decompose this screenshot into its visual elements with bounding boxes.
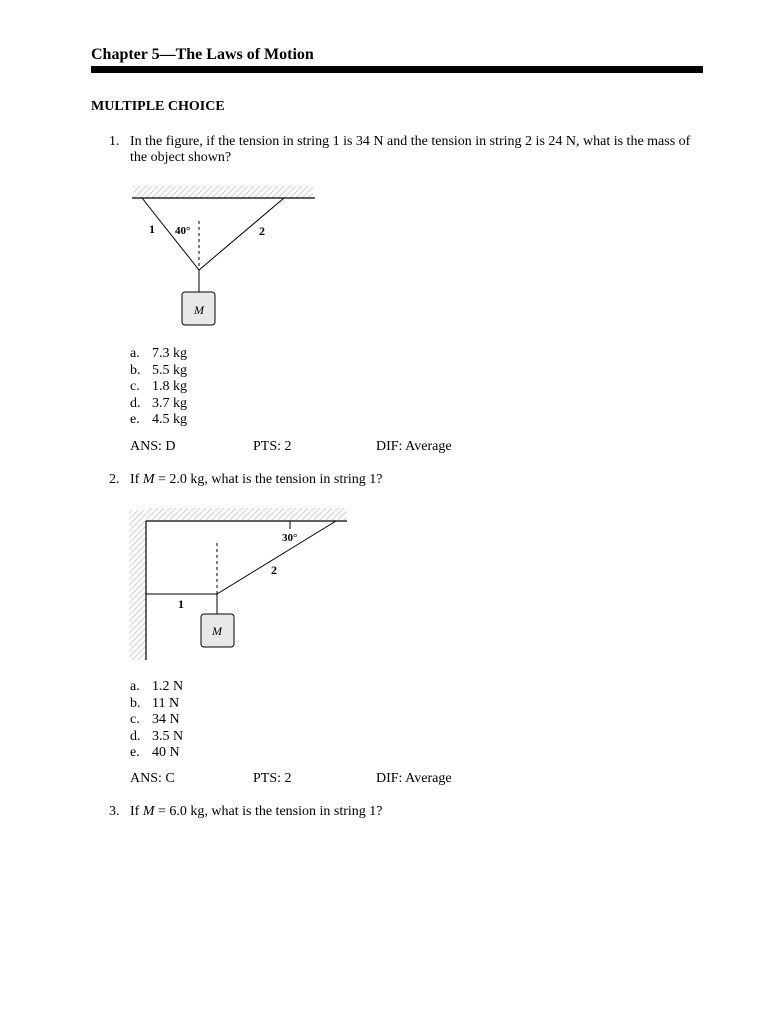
difficulty: DIF: Average: [376, 439, 452, 454]
angle-label: 40°: [175, 225, 191, 237]
answer: ANS: D: [130, 439, 176, 454]
choice-c: c. 1.8 kg: [130, 379, 187, 394]
question-2-choices: [130, 679, 183, 762]
string-2-line: [199, 198, 284, 270]
string-2-label: 2: [259, 224, 265, 238]
choice-b: b. 5.5 kg: [130, 362, 187, 378]
question-3-text: If M = 6.0 kg, what is the tension in string 1?: [130, 804, 383, 819]
question-2-number: 2.: [109, 472, 120, 487]
choice-a: a. 1.2 N: [130, 679, 184, 694]
question-2-figure: [125, 505, 355, 665]
question-3-number: 3.: [109, 804, 120, 819]
angle-label: 30°: [282, 532, 298, 544]
points: PTS: 2: [253, 771, 292, 786]
section-title: MULTIPLE CHOICE: [91, 99, 225, 114]
choice-c: c. 34 N: [130, 712, 180, 727]
ceiling-hatch: [147, 508, 347, 520]
string-1-label: 1: [178, 597, 184, 611]
choice-d: d. 3.5 N: [130, 728, 184, 744]
string-2-label: 2: [271, 563, 277, 577]
mass-label: M: [212, 624, 222, 638]
choice-b: b. 11 N: [130, 695, 180, 711]
choice-d: d. 3.7 kg: [130, 395, 187, 411]
header-rule: [91, 66, 703, 73]
mass-label: M: [194, 303, 204, 317]
question-1-choices: [130, 346, 187, 429]
question-1-text-line1: In the figure, if the tension in string 1 is 34 N and the tension in string 2 is 24 N, what is the mass of: [130, 134, 691, 149]
question-1-text-line2: the object shown?: [130, 150, 232, 165]
string-2-line: [217, 521, 336, 594]
ceiling-hatch: [133, 186, 313, 198]
answer: ANS: C: [130, 771, 175, 786]
question-1-text: [130, 134, 700, 166]
points: PTS: 2: [253, 439, 292, 454]
question-1-figure: [125, 183, 325, 333]
difficulty: DIF: Average: [376, 771, 452, 786]
choice-a: a. 7.3 kg: [130, 346, 187, 361]
choice-e: e. 40 N: [130, 745, 180, 760]
question-2-text: If M = 2.0 kg, what is the tension in string 1?: [130, 472, 383, 487]
choice-e: e. 4.5 kg: [130, 412, 187, 427]
string-1-label: 1: [149, 222, 155, 236]
wall-hatch: [129, 510, 146, 660]
question-1-number: 1.: [109, 134, 120, 149]
chapter-title: Chapter 5—The Laws of Motion: [91, 46, 314, 63]
